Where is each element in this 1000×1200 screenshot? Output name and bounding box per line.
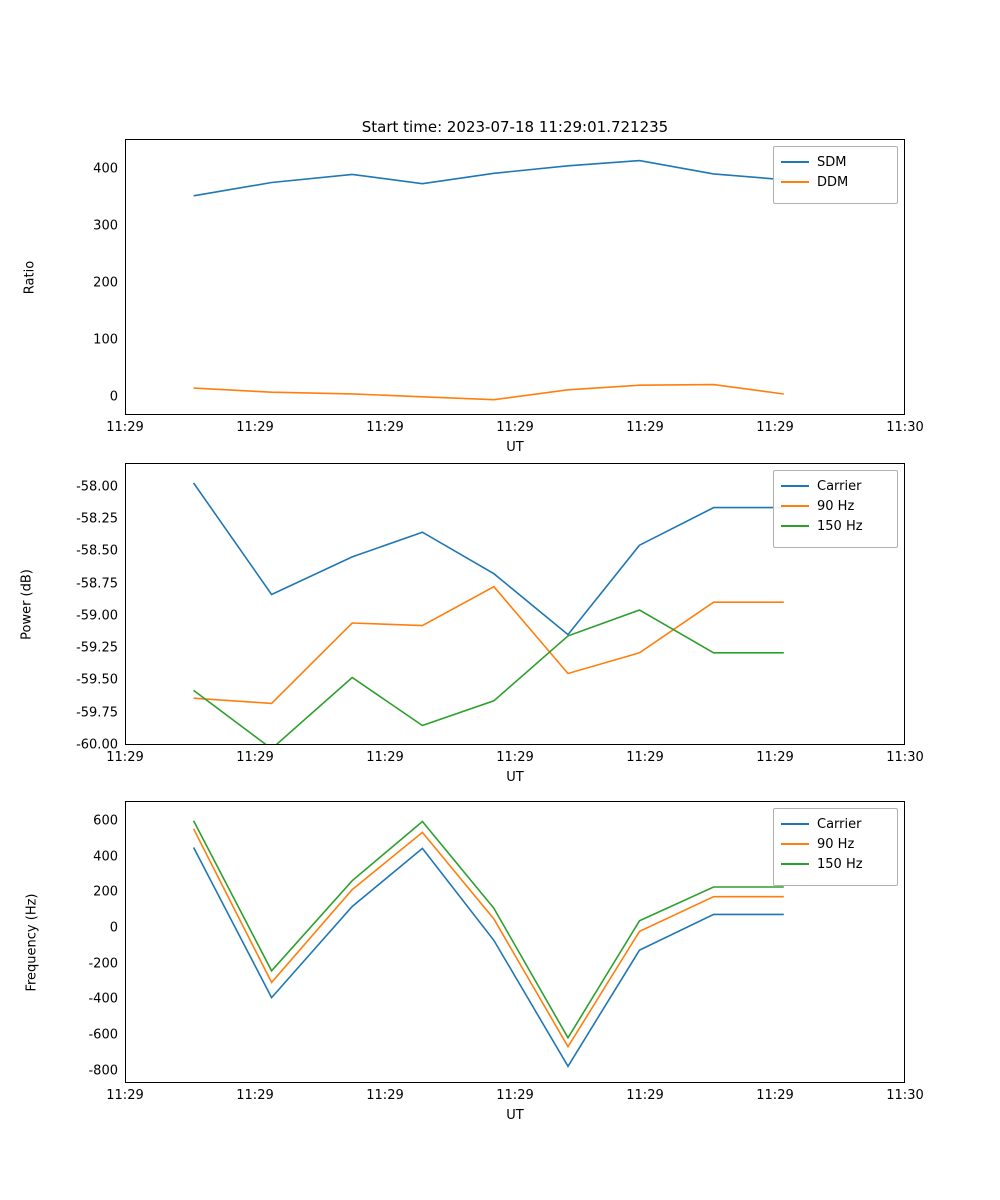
yaxis-label-p1: Ratio	[22, 260, 38, 295]
legend-item-ddm	[781, 172, 890, 192]
ytick-p3-2: -400	[88, 991, 118, 1007]
xaxis-label-p1: UT	[506, 440, 524, 455]
xtick-p2-1: 11:29	[236, 750, 274, 765]
series-sdm	[194, 161, 784, 196]
xtick-p1-2: 11:29	[366, 420, 404, 435]
ytick-p3-0: -800	[88, 1063, 118, 1079]
ytick-p3-7: 600	[93, 813, 118, 829]
legend-panel-2	[773, 470, 898, 548]
ytick-p1-0: 0	[109, 389, 118, 405]
series-carrier-frequency	[194, 848, 784, 1067]
xtick-p2-5: 11:29	[756, 750, 794, 765]
panel-power	[0, 455, 1000, 785]
series-carrier-power	[194, 483, 784, 635]
xtick-p1-4: 11:29	[626, 420, 664, 435]
plot-area-ratio	[125, 139, 905, 415]
ytick-p1-2: 200	[93, 275, 118, 291]
legend-label-150hz-frequency: 150 Hz	[817, 856, 863, 872]
legend-label-150hz-power: 150 Hz	[817, 518, 863, 534]
ytick-p1-4: 400	[93, 161, 118, 177]
legend-swatch-150hz-power	[781, 525, 809, 527]
xtick-p1-0: 11:29	[106, 420, 144, 435]
ytick-p2-5: -58.75	[76, 576, 118, 591]
series-150hz-frequency	[194, 821, 784, 1038]
ytick-p2-7: -58.25	[76, 511, 118, 527]
legend-swatch-90hz-power	[781, 505, 809, 507]
legend-label-90hz-power: 90 Hz	[817, 498, 855, 514]
legend-item-150hz-power	[781, 516, 890, 536]
series-ddm	[194, 385, 784, 400]
panel-frequency	[0, 785, 1000, 1125]
ytick-p3-5: 200	[93, 884, 118, 900]
xtick-p1-3: 11:29	[496, 420, 534, 435]
xtick-p3-4: 11:29	[626, 1088, 664, 1103]
legend-swatch-90hz-frequency	[781, 843, 809, 845]
ytick-p3-6: 400	[93, 849, 118, 865]
xtick-p3-5: 11:29	[756, 1088, 794, 1103]
yaxis-label-p2: Power (dB)	[19, 569, 35, 640]
legend-label-carrier-frequency: Carrier	[817, 816, 862, 832]
figure-title: Start time: 2023-07-18 11:29:01.721235	[361, 118, 669, 136]
xtick-p3-2: 11:29	[366, 1088, 404, 1103]
xtick-p3-6: 11:30	[886, 1088, 924, 1103]
legend-item-150hz-frequency	[781, 854, 890, 874]
xtick-p1-6: 11:30	[886, 420, 924, 435]
series-150hz-power	[194, 610, 784, 745]
plot-area-power	[125, 463, 905, 745]
ytick-p2-3: -59.25	[76, 640, 118, 656]
xtick-p2-0: 11:29	[106, 750, 144, 765]
legend-label-sdm: SDM	[817, 154, 847, 170]
xtick-p3-1: 11:29	[236, 1088, 274, 1103]
legend-item-90hz-frequency	[781, 834, 890, 854]
xtick-p2-3: 11:29	[496, 750, 534, 765]
legend-swatch-150hz-frequency	[781, 863, 809, 865]
series-90hz-frequency	[194, 829, 784, 1047]
ytick-p3-4: 0	[109, 920, 118, 936]
legend-label-carrier-power: Carrier	[817, 478, 862, 494]
panel-ratio	[0, 110, 1000, 455]
legend-swatch-ddm	[781, 181, 809, 183]
xaxis-label-p2: UT	[506, 770, 524, 785]
legend-panel-3	[773, 808, 898, 886]
legend-item-90hz-power	[781, 496, 890, 516]
xtick-p1-1: 11:29	[236, 420, 274, 435]
legend-item-carrier-power	[781, 476, 890, 496]
legend-swatch-sdm	[781, 161, 809, 163]
xtick-p2-4: 11:29	[626, 750, 664, 765]
xtick-p2-2: 11:29	[366, 750, 404, 765]
ytick-p2-4: -59.00	[76, 608, 118, 624]
xtick-p1-5: 11:29	[756, 420, 794, 435]
ytick-p2-6: -58.50	[76, 543, 118, 559]
legend-swatch-carrier-frequency	[781, 823, 809, 825]
ytick-p1-3: 300	[93, 218, 118, 234]
xaxis-label-p3: UT	[506, 1108, 524, 1123]
ytick-p3-3: -200	[88, 956, 118, 972]
yaxis-label-p3: Frequency (Hz)	[24, 893, 40, 992]
ytick-p1-1: 100	[93, 332, 118, 348]
legend-item-sdm	[781, 152, 890, 172]
legend-label-90hz-frequency: 90 Hz	[817, 836, 855, 852]
ytick-p3-1: -600	[88, 1027, 118, 1043]
ytick-p2-2: -59.50	[76, 672, 118, 688]
xtick-p3-0: 11:29	[106, 1088, 144, 1103]
plot-area-frequency	[125, 801, 905, 1083]
xtick-p3-3: 11:29	[496, 1088, 534, 1103]
legend-panel-1	[773, 146, 898, 204]
series-90hz-power	[194, 587, 784, 704]
legend-item-carrier-frequency	[781, 814, 890, 834]
legend-label-ddm: DDM	[817, 174, 849, 190]
xtick-p2-6: 11:30	[886, 750, 924, 765]
ytick-p2-0: -60.00	[76, 737, 118, 753]
legend-swatch-carrier-power	[781, 485, 809, 487]
ytick-p2-8: -58.00	[76, 479, 118, 495]
ytick-p2-1: -59.75	[76, 705, 118, 721]
